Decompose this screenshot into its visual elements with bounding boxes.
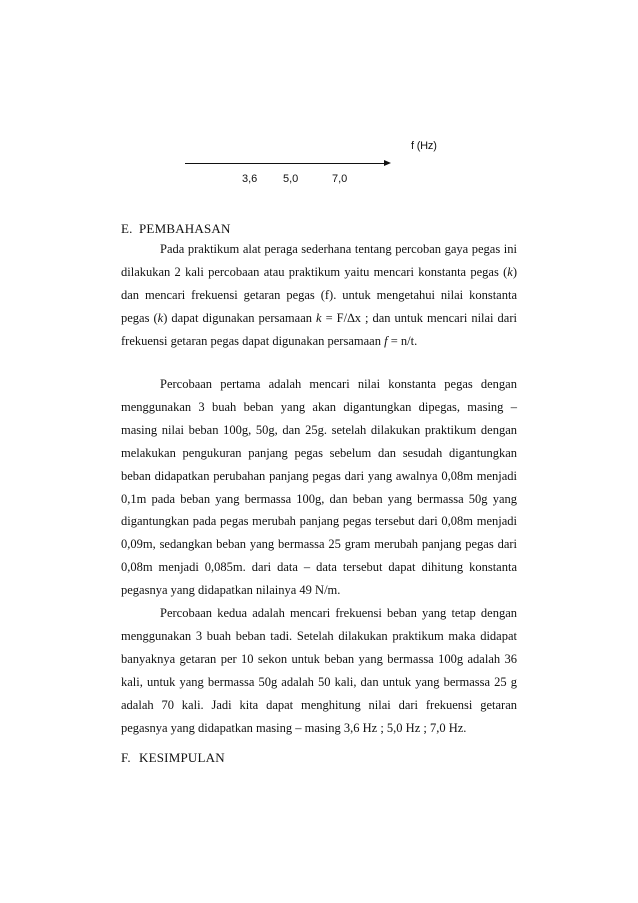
axis-tick-1: 3,6 [242, 173, 258, 185]
axis-tick-3: 7,0 [332, 173, 348, 185]
axis-label: f (Hz) [411, 140, 437, 152]
section-number: E. [121, 221, 133, 236]
paragraph-2: Percobaan pertama adalah mencari nilai konstanta pegas dengan menggunakan 3 buah beban yang akan digantungkan dipegas, masing – masing nilai beban 100g, 50g, dan 25g. setelah dilakukan praktikum dengan melakukan pengukuran panjang pegas sebelum dan sesudah digantungkan beban didapatkan perubahan panjang pegas dari yang awalnya 0,08m menjadi 0,1m pada beban yang bermassa 100g, dan beban yang bermassa 50g yang digantungkan pada pegas merubah panjang pegas tersebut dari 0,08m menjadi 0,09m, sedangkan beban yang bermassa 25 gram merubah panjang pegas dari 0,08m menjadi 0,085m. dari data – data tersebut dapat dihitung konstanta pegasnya yang didapatkan nilainya 49 N/m. [121, 377, 517, 598]
paragraph-1: Pada praktikum alat peraga sederhana tentang percoban gaya pegas ini dilakukan 2 kali percobaan atau praktikum yaitu mencari konstanta pegas (k) dan mencari frekuensi getaran pegas (f). untuk mengetahui nilai konstanta pegas (k) dapat digunakan persamaan k = F/∆x ; dan untuk mencari nilai dari frekuensi getaran pegas dapat digunakan persamaan f = n/t. [121, 242, 517, 348]
frequency-axis-figure [0, 0, 638, 200]
section-heading-pembahasan [121, 221, 231, 237]
axis-arrow-icon [384, 160, 391, 166]
section-title: KESIMPULAN [139, 750, 225, 765]
axis-tick-2: 5,0 [283, 173, 299, 185]
axis-line [185, 163, 385, 164]
section-heading-kesimpulan [121, 750, 225, 766]
paragraph-3: Percobaan kedua adalah mencari frekuensi beban yang tetap dengan menggunakan 3 buah beban tadi. Setelah dilakukan praktikum maka didapat banyaknya getaran per 10 sekon untuk beban yang bermassa 100g adalah 36 kali, untuk yang bermassa 50g adalah 50 kali, dan untuk yang bermassa 25 g adalah 70 kali. Jadi kita dapat menghitung nilai dari frekuensi getaran pegasnya yang didapatkan masing – masing 3,6 Hz ; 5,0 Hz ; 7,0 Hz. [121, 606, 517, 735]
section-number: F. [121, 750, 131, 765]
section-title: PEMBAHASAN [139, 221, 231, 236]
